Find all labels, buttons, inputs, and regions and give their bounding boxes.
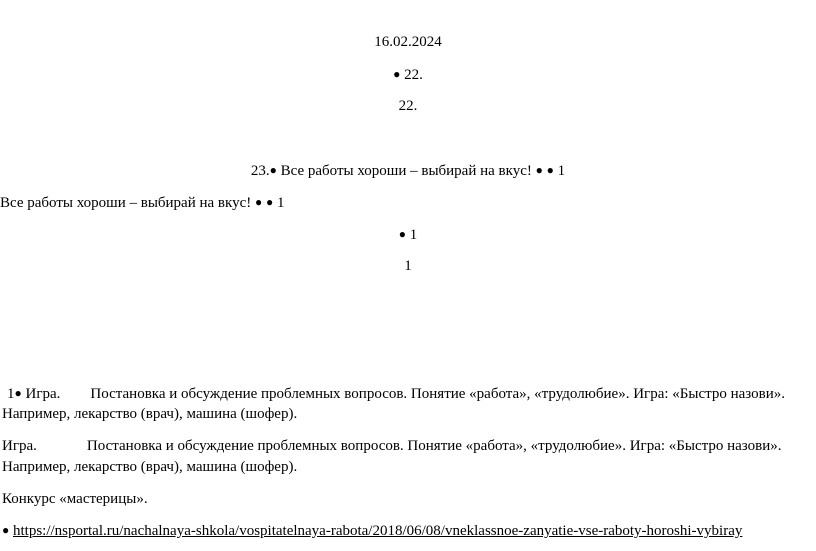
bullet-icon: ●	[2, 523, 10, 537]
number-1: 1	[277, 195, 285, 211]
paragraph-text: Постановка и обсуждение проблемных вопросов. Понятие «работа», «трудолюбие». Игра: «Быстро назови».	[86, 438, 782, 454]
bullet-icon: ●	[398, 227, 406, 241]
game-label: Игра.	[2, 438, 37, 454]
contest-line	[2, 489, 148, 509]
bullet-icon: ●	[546, 163, 554, 177]
number-1: 1	[557, 163, 566, 179]
bullet-icon: ●	[535, 163, 543, 177]
paragraph-text: Например, лекарство (врач), машина (шофер).	[2, 406, 298, 422]
contest-text: Конкурс «мастерицы».	[2, 491, 148, 507]
number-1-line	[0, 256, 816, 276]
phrase-text: Все работы хороши – выбирай на вкус!	[0, 195, 252, 211]
bullet-icon: ●	[393, 67, 401, 81]
phrase-line	[0, 192, 285, 213]
bullet-icon: ●	[255, 195, 263, 209]
bullet-icon: ●	[14, 386, 22, 400]
bullet-icon: ●	[269, 163, 277, 177]
number-22: 22.	[404, 67, 423, 83]
bullet-1-line	[0, 224, 816, 245]
date-line	[0, 32, 816, 52]
bullet-icon: ●	[266, 195, 274, 209]
number-1: 1	[409, 227, 418, 243]
paragraph-1-line-1	[7, 383, 785, 404]
heading-23-line	[0, 160, 816, 181]
phrase-text: Все работы хороши – выбирай на вкус!	[280, 163, 532, 179]
paragraph-text: Например, лекарство (врач), машина (шофер).	[2, 459, 298, 475]
number-1: 1	[7, 386, 15, 402]
game-label: Игра.	[25, 386, 61, 402]
paragraph-text: Постановка и обсуждение проблемных вопросов. Понятие «работа», «трудолюбие». Игра: «Быстро назови».	[90, 386, 785, 402]
source-link[interactable]: https://nsportal.ru/nachalnaya-shkola/vospitatelnaya-rabota/2018/06/08/vneklassnoe-zanyatie-vse-raboty-horoshi-vybiray	[13, 523, 743, 539]
date-text: 16.02.2024	[374, 34, 442, 50]
number-23: 23.	[250, 163, 270, 179]
bullet-22-line	[0, 64, 816, 85]
number-22-line	[0, 96, 816, 116]
paragraph-2-line-2	[2, 457, 297, 477]
paragraph-1-line-2	[2, 404, 297, 424]
source-link-line	[2, 520, 742, 541]
number-1: 1	[404, 258, 412, 274]
paragraph-2-line-1	[2, 436, 781, 456]
number-22: 22.	[398, 98, 418, 114]
